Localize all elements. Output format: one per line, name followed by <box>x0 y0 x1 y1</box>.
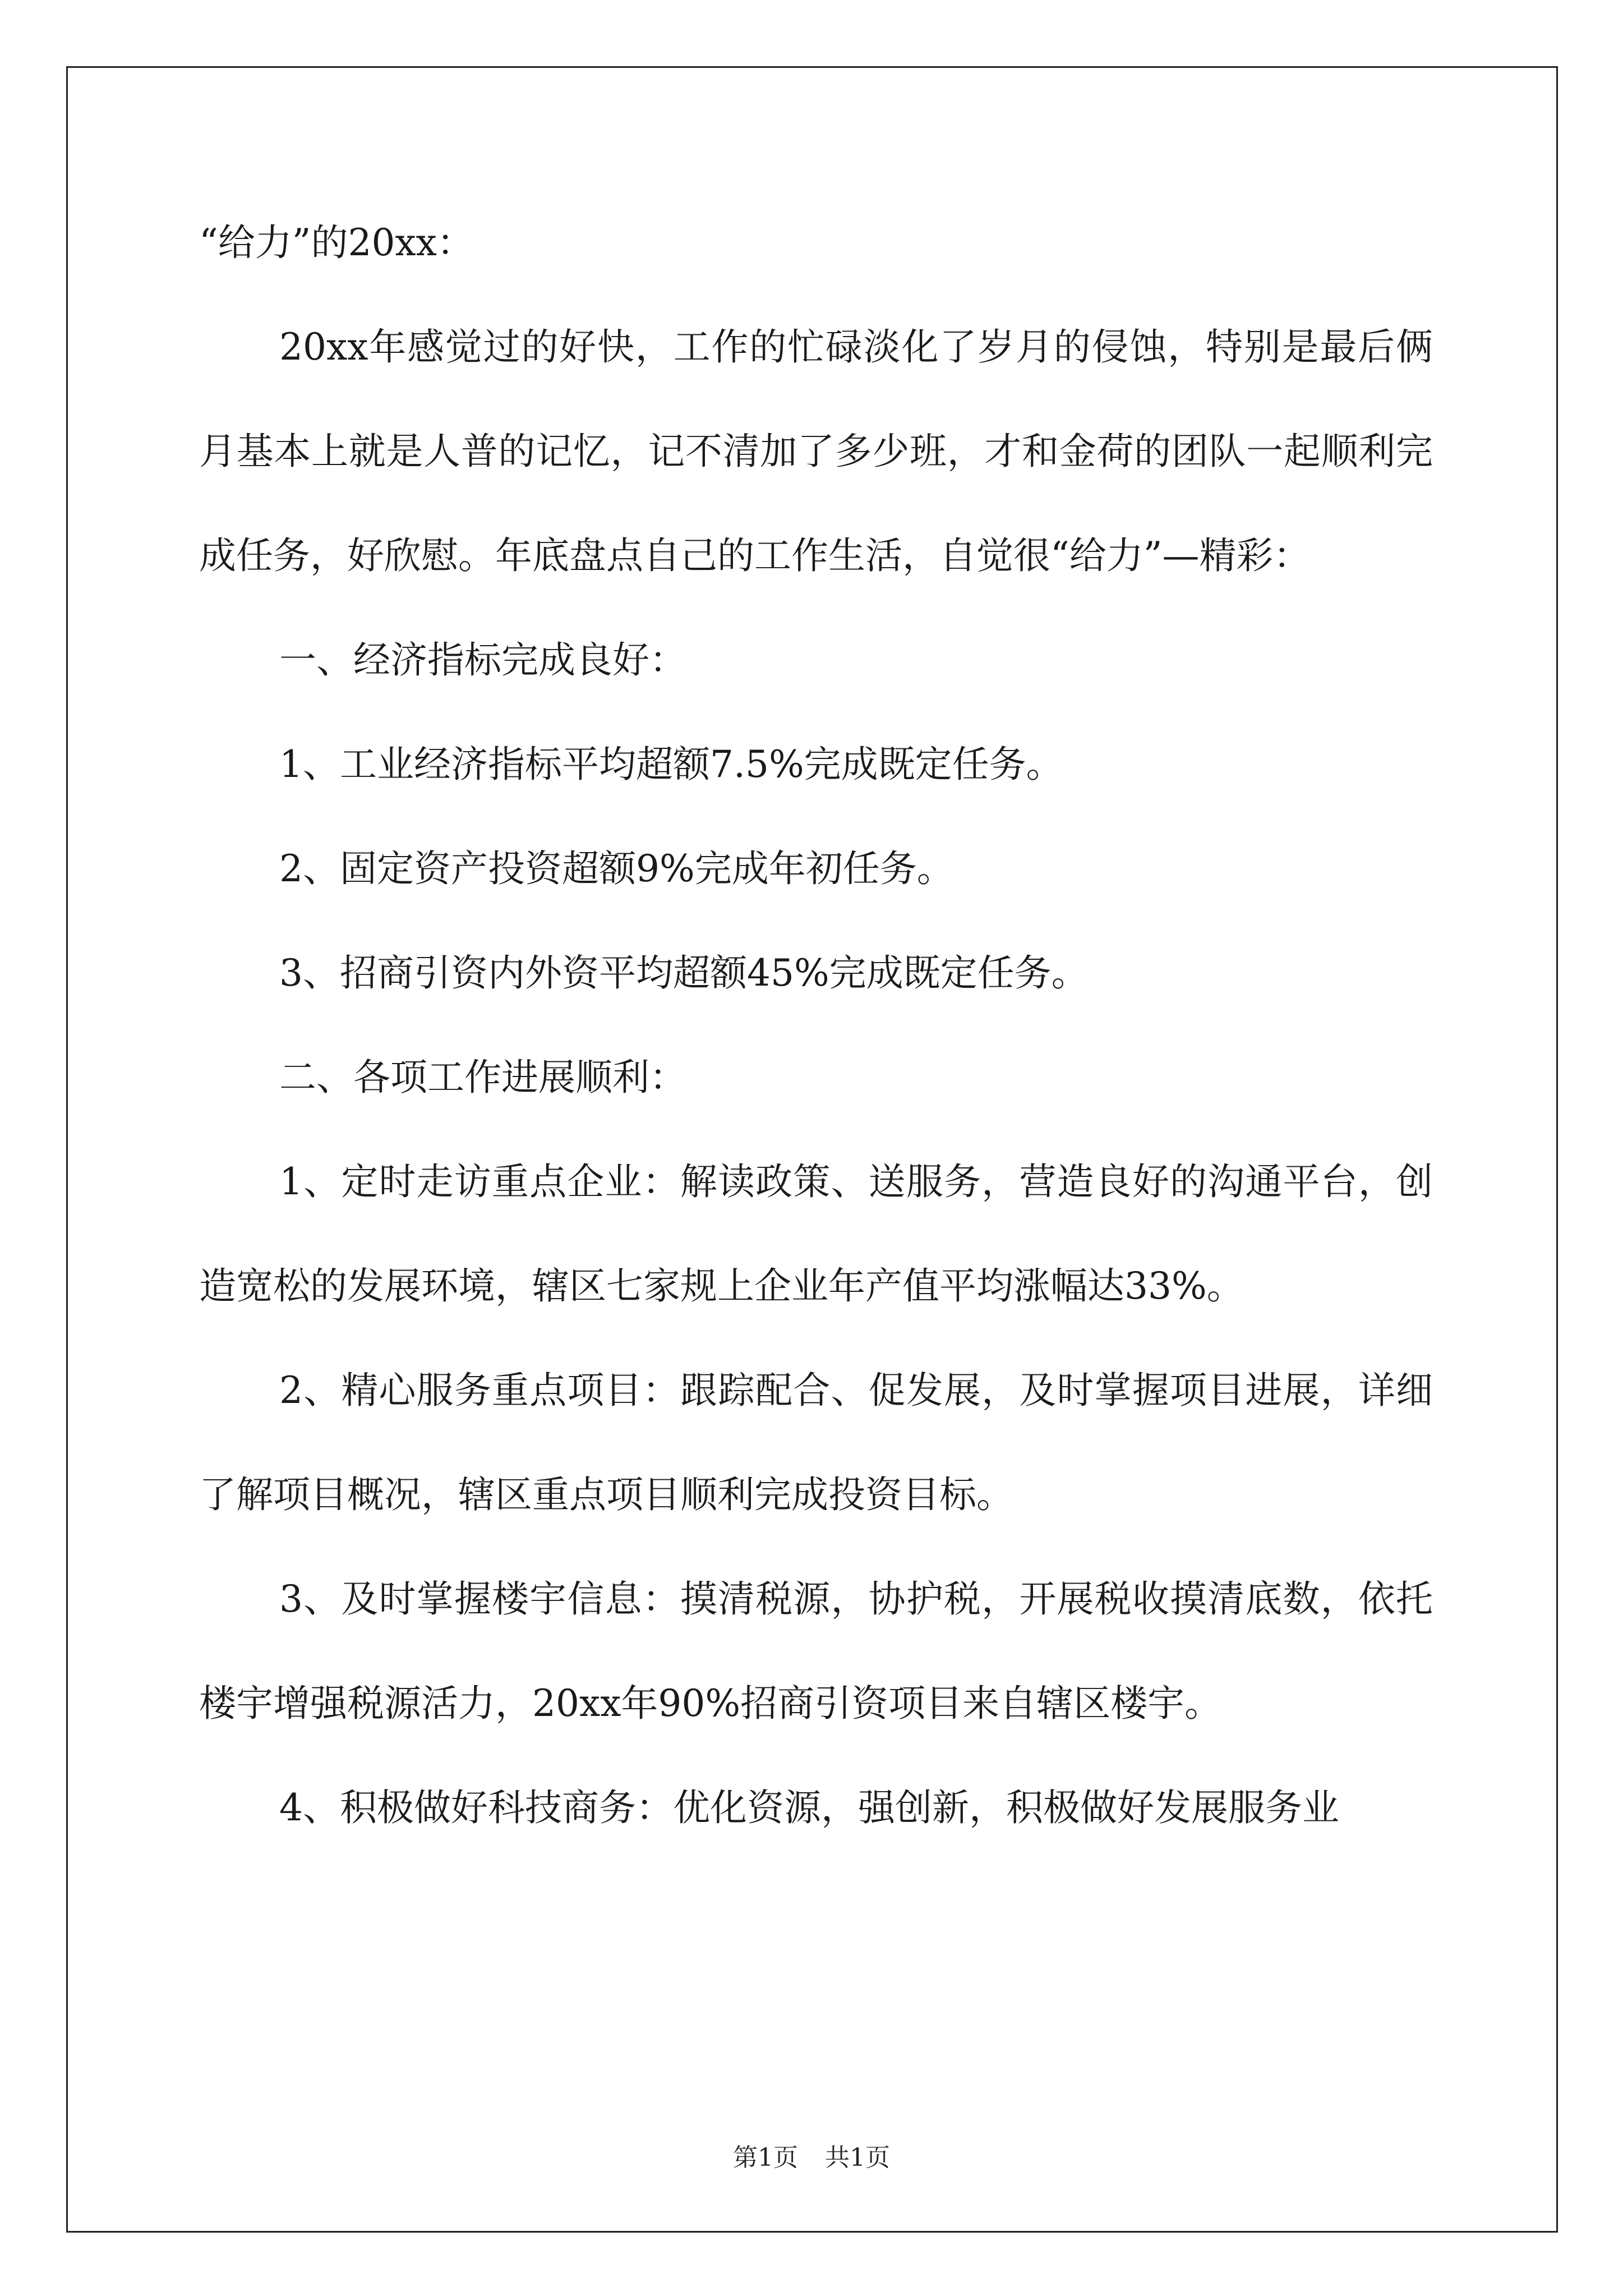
list-item: 3、及时掌握楼宇信息：摸清税源，协护税，开展税收摸清底数，依托楼宇增强税源活力，20xx年90%招商引资项目来自辖区楼宇。 <box>199 1577 1433 1725</box>
document-body <box>199 191 1433 1860</box>
section-heading-economic: 一、经济指标完成良好： <box>279 638 686 682</box>
section-heading-work: 二、各项工作进展顺利： <box>279 1056 686 1099</box>
page-number: 第1页 <box>733 2143 798 2172</box>
list-item: 3、招商引资内外资平均超额45%完成既定任务。 <box>279 951 1089 995</box>
page-footer <box>0 2137 1623 2173</box>
paragraph-intro: 20xx年感觉过的好快，工作的忙碌淡化了岁月的侵蚀，特别是最后俩月基本上就是人普的记忆，记不清加了多少班，才和金荷的团队一起顺利完成任务，好欣慰。年底盘点自己的工作生活，自觉很“给力”—精彩： <box>199 325 1433 577</box>
list-item: 1、定时走访重点企业：解读政策、送服务，营造良好的沟通平台，创造宽松的发展环境，辖区七家规上企业年产值平均涨幅达33%。 <box>199 1160 1433 1308</box>
list-item: 2、精心服务重点项目：跟踪配合、促发展，及时掌握项目进展，详细了解项目概况，辖区重点项目顺利完成投资目标。 <box>199 1369 1433 1516</box>
list-item: 2、固定资产投资超额9%完成年初任务。 <box>279 847 954 890</box>
list-item: 4、积极做好科技商务：优化资源，强创新，积极做好发展服务业 <box>279 1786 1339 1829</box>
page-total: 共1页 <box>825 2143 890 2172</box>
document-title: “给力”的20xx： <box>199 221 474 264</box>
list-item: 1、工业经济指标平均超额7.5%完成既定任务。 <box>279 743 1063 786</box>
